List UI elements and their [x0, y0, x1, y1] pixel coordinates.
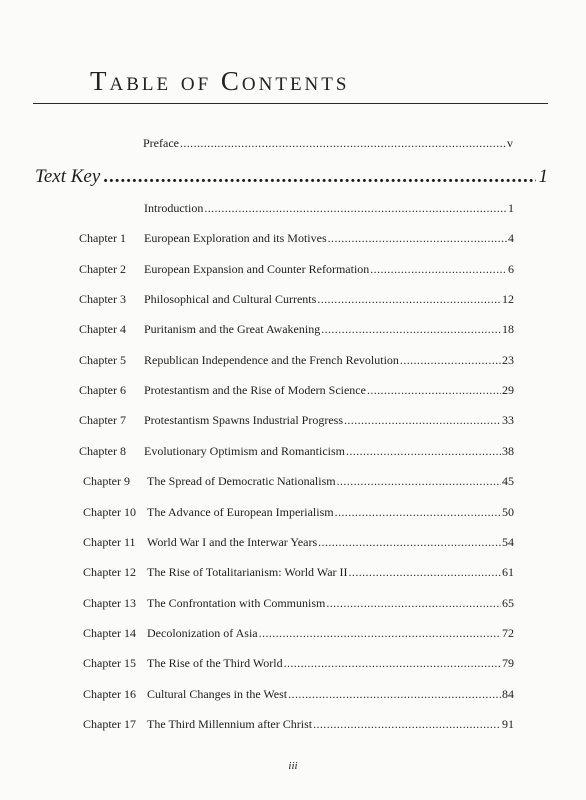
- toc-entry[interactable]: [79, 231, 514, 246]
- chapter-number: Chapter 13: [83, 595, 136, 610]
- toc-entry[interactable]: [83, 565, 514, 580]
- toc-entry[interactable]: [79, 443, 514, 459]
- entry-title: Protestantism Spawns Industrial Progress: [144, 413, 343, 428]
- section-heading-text-key[interactable]: [35, 166, 548, 188]
- entry-title: World War I and the Interwar Years: [147, 534, 318, 549]
- chapter-number: Chapter 7: [79, 413, 126, 428]
- dot-leader: [370, 262, 507, 276]
- entry-title: European Exploration and its Motives: [144, 231, 327, 246]
- section-title: Text Key: [35, 166, 101, 187]
- toc-entry[interactable]: [83, 686, 514, 702]
- entry-title: Evolutionary Optimism and Romanticism: [144, 443, 345, 458]
- entry-title: Philosophical and Cultural Currents: [144, 292, 317, 307]
- chapter-number: Chapter 2: [79, 261, 126, 276]
- toc-entry[interactable]: [83, 625, 514, 641]
- toc-entry-preface[interactable]: [143, 136, 513, 151]
- toc-entry[interactable]: [83, 504, 514, 520]
- chapter-number: Chapter 11: [83, 534, 136, 549]
- dot-leader: [204, 201, 507, 215]
- entry-title: Protestantism and the Rise of Modern Science: [144, 383, 366, 398]
- toc-entry[interactable]: [79, 322, 514, 337]
- chapter-number: Chapter 12: [83, 565, 136, 580]
- toc-entry[interactable]: [79, 413, 514, 428]
- chapter-number: Chapter 3: [79, 292, 126, 307]
- entry-title: The Spread of Democratic Nationalism: [147, 474, 336, 489]
- entry-page: 38: [502, 443, 514, 458]
- toc-entry[interactable]: [79, 383, 514, 398]
- entry-title: Cultural Changes in the West: [147, 686, 288, 701]
- entry-page: 1: [508, 201, 514, 215]
- entry-page: v: [507, 136, 513, 150]
- entry-page: 61: [502, 565, 514, 580]
- toc-entry[interactable]: [83, 595, 514, 611]
- entry-title: Republican Independence and the French Revolution: [144, 352, 399, 367]
- toc-entry[interactable]: [83, 474, 514, 489]
- dot-leader: [103, 166, 535, 186]
- dot-leader: [400, 353, 501, 367]
- toc-entry[interactable]: [144, 201, 514, 216]
- chapter-number: Chapter 1: [79, 231, 126, 246]
- dot-leader: [317, 292, 501, 306]
- dot-leader: [349, 565, 501, 579]
- entry-page: 65: [502, 595, 514, 610]
- entry-page: 50: [502, 504, 514, 519]
- entry-page: 12: [502, 292, 514, 307]
- chapter-number: Chapter 6: [79, 383, 126, 398]
- title-divider: [33, 103, 548, 104]
- dot-leader: [318, 535, 501, 549]
- entry-page: 4: [508, 231, 514, 246]
- chapter-number: Chapter 4: [79, 322, 126, 337]
- entry-page: 6: [508, 261, 514, 276]
- dot-leader: [335, 505, 501, 519]
- entry-page: 45: [502, 474, 514, 489]
- toc-entry[interactable]: [83, 656, 514, 671]
- entry-title: Puritanism and the Great Awakening: [144, 322, 321, 337]
- dot-leader: [284, 656, 501, 670]
- entry-page: 72: [502, 625, 514, 640]
- page-title: Table of Contents: [90, 66, 350, 96]
- dot-leader: [313, 717, 501, 731]
- entry-title: Preface: [143, 136, 179, 150]
- entry-title: The Rise of the Third World: [147, 656, 283, 671]
- entry-page: 84: [502, 686, 514, 701]
- dot-leader: [321, 322, 501, 336]
- chapter-number: Chapter 8: [79, 443, 126, 458]
- entry-title: The Advance of European Imperialism: [147, 504, 334, 519]
- entry-page: 18: [502, 322, 514, 337]
- toc-entry[interactable]: [79, 261, 514, 277]
- toc-entry[interactable]: [83, 716, 514, 732]
- toc-entry[interactable]: [79, 292, 514, 307]
- dot-leader: [180, 136, 506, 150]
- entry-page: 33: [502, 413, 514, 428]
- entry-page: 23: [502, 352, 514, 367]
- dot-leader: [337, 474, 501, 488]
- entry-title: European Expansion and Counter Reformation: [144, 261, 370, 276]
- chapter-number: Chapter 10: [83, 504, 136, 519]
- entry-page: 29: [502, 383, 514, 398]
- toc-entry[interactable]: [83, 534, 514, 550]
- entry-title: The Third Millennium after Christ: [147, 716, 313, 731]
- chapter-number: Chapter 9: [83, 474, 130, 489]
- entry-page: 79: [502, 656, 514, 671]
- section-page: 1: [538, 166, 548, 187]
- dot-leader: [367, 383, 501, 397]
- chapter-number: Chapter 16: [83, 686, 136, 701]
- chapter-number: Chapter 5: [79, 352, 126, 367]
- entry-page: 54: [502, 534, 514, 549]
- chapter-number: Chapter 15: [83, 656, 136, 671]
- entry-title: Decolonization of Asia: [147, 625, 258, 640]
- dot-leader: [328, 231, 507, 245]
- entry-page: 91: [502, 716, 514, 731]
- entry-title: Introduction: [144, 201, 204, 215]
- page-number: iii: [288, 760, 298, 772]
- dot-leader: [259, 626, 501, 640]
- entry-title: The Rise of Totalitarianism: World War II: [147, 565, 348, 580]
- toc-entry[interactable]: [79, 352, 514, 368]
- chapter-number: Chapter 17: [83, 716, 136, 731]
- dot-leader: [288, 687, 501, 701]
- dot-leader: [344, 413, 501, 427]
- entry-title: The Confrontation with Communism: [147, 595, 326, 610]
- dot-leader: [326, 596, 501, 610]
- chapter-number: Chapter 14: [83, 625, 136, 640]
- dot-leader: [346, 444, 501, 458]
